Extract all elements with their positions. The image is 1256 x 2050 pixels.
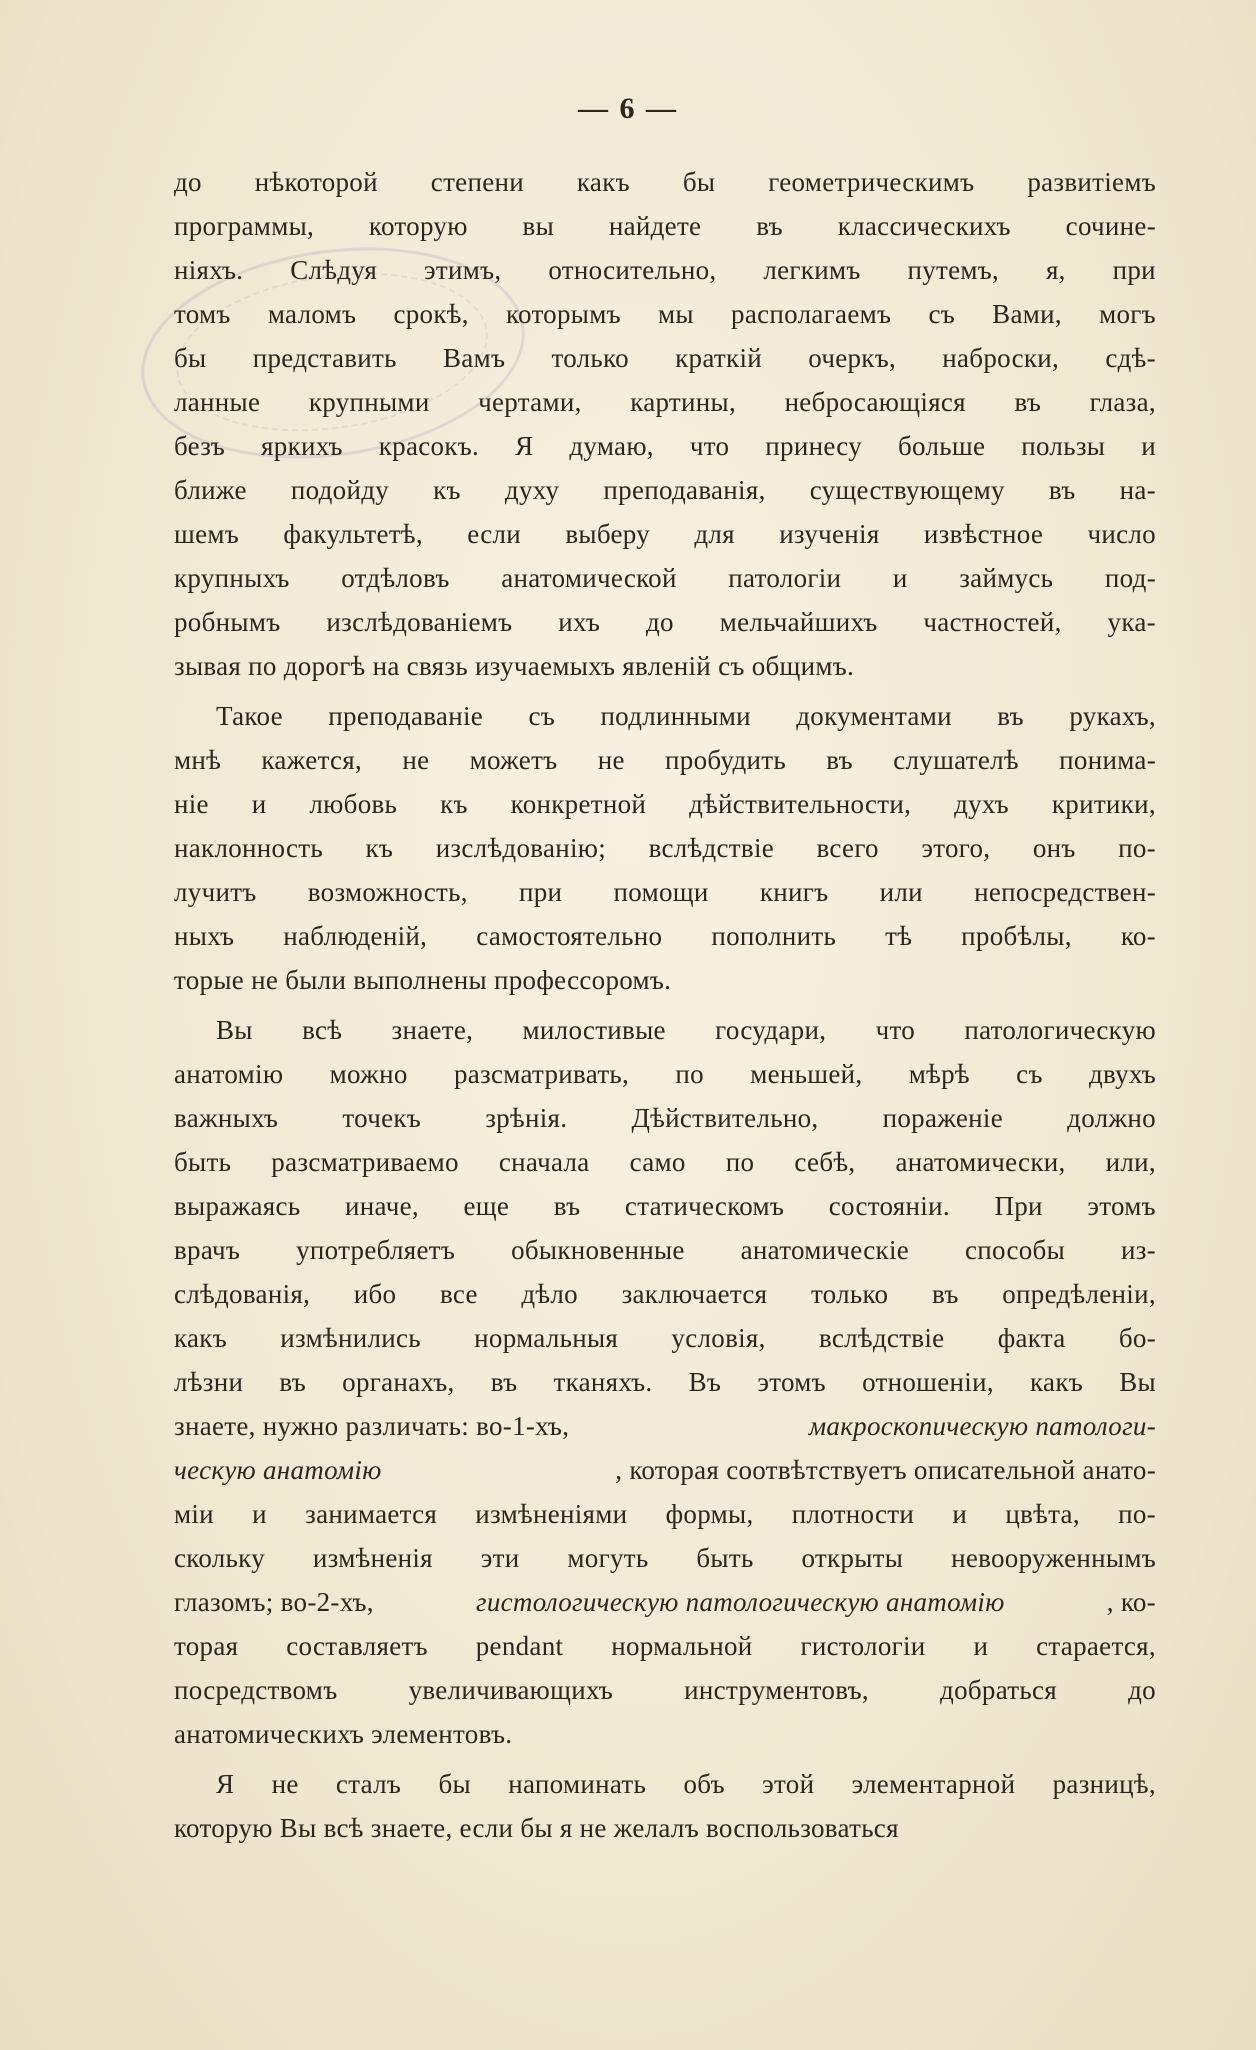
word: Вами, — [992, 299, 1062, 329]
word: опредѣленіи, — [1002, 1279, 1156, 1309]
word: безъ — [174, 431, 226, 461]
paragraph — [174, 160, 1156, 688]
word: выражаясь — [174, 1191, 301, 1221]
word: этомъ — [1087, 1191, 1156, 1221]
word: конкретной — [510, 789, 647, 819]
word: понима- — [1059, 745, 1156, 775]
word: ныхъ — [174, 921, 235, 951]
text-run: анатомическихъ элементовъ. — [174, 1719, 513, 1749]
word: больше — [898, 431, 986, 461]
word: яркихъ — [261, 431, 343, 461]
word: нѣкоторой — [254, 167, 378, 197]
word: классическихъ — [837, 211, 1011, 241]
word: Вы — [1119, 1367, 1156, 1397]
word: меньшей, — [750, 1059, 863, 1089]
word: зрѣнія. — [485, 1103, 568, 1133]
word: добраться — [940, 1675, 1058, 1705]
word: представить — [252, 343, 397, 373]
text-run: которую Вы всѣ знаете, если бы я не желалъ воспользоваться — [174, 1813, 899, 1843]
word: до — [174, 167, 202, 197]
word: всего — [816, 833, 879, 863]
word: составляетъ — [286, 1631, 428, 1661]
word: онъ — [1032, 833, 1076, 863]
word: скольку — [174, 1543, 265, 1573]
word: нормальной — [611, 1631, 753, 1661]
word: дѣло — [521, 1279, 578, 1309]
word: факта — [997, 1323, 1066, 1353]
text-line — [174, 1316, 1156, 1360]
text-run: торые не были выполнены профессоромъ. — [174, 965, 672, 995]
word: если — [467, 519, 522, 549]
word: и — [1141, 431, 1156, 461]
word: существующему — [809, 475, 1005, 505]
word: Я — [515, 431, 534, 461]
word: Вы — [216, 1015, 253, 1045]
word: пользы — [1021, 431, 1106, 461]
word: до — [1128, 1675, 1156, 1705]
word: къ — [433, 475, 461, 505]
word: точекъ — [342, 1103, 422, 1133]
word: органахъ, — [342, 1367, 455, 1397]
word: сдѣ- — [1105, 343, 1156, 373]
word: въ — [1014, 387, 1042, 417]
text-line — [174, 1228, 1156, 1272]
body-text — [174, 160, 1156, 1850]
italic-text: макроскопическую патологи- — [808, 1411, 1156, 1441]
word: крупныхъ — [174, 563, 290, 593]
word: которую — [368, 211, 468, 241]
word: могъ — [1099, 299, 1156, 329]
text-line — [174, 1360, 1156, 1404]
word: состояніи. — [828, 1191, 950, 1221]
word: эти — [480, 1543, 520, 1573]
word: помощи — [613, 877, 709, 907]
word: что — [689, 431, 730, 461]
word: условія, — [671, 1323, 766, 1353]
word: этого, — [921, 833, 991, 863]
text-line — [174, 1008, 1156, 1052]
word: въ — [553, 1191, 581, 1221]
text-line — [174, 1624, 1156, 1668]
word: наброски, — [942, 343, 1060, 373]
word: при — [1112, 255, 1156, 285]
word: изслѣдованіемъ — [326, 607, 513, 637]
word: по- — [1118, 833, 1156, 863]
word: въ — [756, 211, 783, 241]
word: не — [597, 745, 625, 775]
word: шемъ — [174, 519, 240, 549]
word: извѣстное — [923, 519, 1044, 549]
word: сталъ — [335, 1769, 402, 1799]
text-line — [174, 600, 1156, 644]
text-line — [174, 826, 1156, 870]
word: важныхъ — [174, 1103, 279, 1133]
word: очеркъ, — [808, 343, 897, 373]
word: глаза, — [1089, 387, 1156, 417]
word: красокъ. — [378, 431, 480, 461]
word: еще — [463, 1191, 510, 1221]
text-run: глазомъ; во-2-хъ, — [174, 1587, 374, 1617]
word: отдѣловъ — [341, 563, 450, 593]
word: мѣрѣ — [908, 1059, 970, 1089]
word: При — [994, 1191, 1043, 1221]
word: лѣзни — [174, 1367, 244, 1397]
word: пополнить — [711, 921, 837, 951]
word: ближе — [174, 475, 247, 505]
word: по- — [1118, 1499, 1156, 1529]
word: Слѣдуя — [290, 255, 378, 285]
word: наблюденій, — [283, 921, 428, 951]
text-run: , ко- — [1106, 1587, 1156, 1617]
word: ко- — [1120, 921, 1156, 951]
word: патологическую — [964, 1015, 1156, 1045]
word: бы — [174, 343, 207, 373]
text-line — [174, 292, 1156, 336]
word: само — [629, 1147, 686, 1177]
word: вслѣдствіе — [818, 1323, 945, 1353]
word: анатомію — [174, 1059, 284, 1089]
text-line — [174, 958, 1156, 1002]
word: относительно, — [548, 255, 717, 285]
text-run: знаете, нужно различать: во-1-хъ, — [174, 1411, 570, 1441]
text-line — [174, 204, 1156, 248]
word: анатомической — [501, 563, 677, 593]
word: заключается — [621, 1279, 768, 1309]
text-line — [174, 644, 1156, 688]
text-run: , которая соотвѣтствуетъ описательной анато- — [615, 1455, 1156, 1485]
word: я, — [1045, 255, 1066, 285]
word: которымъ — [505, 299, 621, 329]
word: невооруженнымъ — [951, 1543, 1156, 1573]
word: краткій — [675, 343, 762, 373]
word: духу — [504, 475, 560, 505]
paragraph — [174, 1762, 1156, 1850]
word: міи — [174, 1499, 214, 1529]
word: пробѣлы, — [961, 921, 1072, 951]
text-line — [174, 248, 1156, 292]
word: въ — [279, 1367, 306, 1397]
word: быть — [174, 1147, 232, 1177]
word: рукахъ, — [1069, 701, 1156, 731]
word: объ — [683, 1769, 725, 1799]
italic-text: гистологическую патологическую анатомію — [475, 1587, 1005, 1617]
word: критики, — [1051, 789, 1156, 819]
word: государи, — [715, 1015, 827, 1045]
word: число — [1087, 519, 1156, 549]
word: и — [252, 1499, 267, 1529]
word: могуть — [567, 1543, 649, 1573]
word: какъ — [1030, 1367, 1084, 1397]
word: мнѣ — [174, 745, 222, 775]
word: преподаванія, — [603, 475, 766, 505]
word: робнымъ — [174, 607, 281, 637]
word: и — [892, 563, 908, 593]
word: любовь — [309, 789, 398, 819]
word: слушателѣ — [893, 745, 1019, 775]
word: увеличивающихъ — [408, 1675, 614, 1705]
word: можетъ — [469, 745, 558, 775]
word: при — [519, 877, 563, 907]
word: всѣ — [302, 1015, 343, 1045]
word: Дѣйствительно, — [631, 1103, 819, 1133]
word: старается, — [1036, 1631, 1156, 1661]
word: въ — [826, 745, 853, 775]
text-line — [174, 380, 1156, 424]
text-line — [174, 1052, 1156, 1096]
word: сначала — [498, 1147, 590, 1177]
word: возможность, — [307, 877, 468, 907]
text-line — [174, 556, 1156, 600]
word: бы — [682, 167, 716, 197]
word: легкимъ — [763, 255, 861, 285]
word: ніяхъ. — [174, 255, 244, 285]
word: или — [879, 877, 923, 907]
word: патологіи — [728, 563, 842, 593]
text-line — [174, 782, 1156, 826]
word: вы — [522, 211, 555, 241]
word: путемъ, — [907, 255, 1000, 285]
text-line — [174, 1492, 1156, 1536]
word: духъ — [954, 789, 1009, 819]
word: Такое — [216, 701, 283, 731]
text-line — [174, 1140, 1156, 1184]
text-line — [174, 1712, 1156, 1756]
word: формы, — [665, 1499, 754, 1529]
word: Я — [216, 1769, 235, 1799]
word: знаете, — [391, 1015, 474, 1045]
word: вслѣдствіе — [648, 833, 775, 863]
word: разсматриваемо — [271, 1147, 459, 1177]
word: томъ — [174, 299, 231, 329]
word: себѣ, — [794, 1147, 856, 1177]
word: открыты — [801, 1543, 904, 1573]
text-line — [174, 1184, 1156, 1228]
word: обыкновенные — [511, 1235, 685, 1265]
word: сочине- — [1065, 211, 1156, 241]
text-line — [174, 1536, 1156, 1580]
word: въ — [931, 1279, 959, 1309]
word: съ — [928, 299, 955, 329]
word: ніе — [174, 789, 209, 819]
word: или, — [1105, 1147, 1156, 1177]
page-number: — 6 — — [578, 92, 678, 125]
word: не — [271, 1769, 299, 1799]
text-line — [174, 512, 1156, 556]
word: мы — [658, 299, 694, 329]
word: измѣненія — [312, 1543, 433, 1573]
word: лучитъ — [174, 877, 257, 907]
word: должно — [1067, 1103, 1156, 1133]
text-line — [174, 1404, 1156, 1448]
word: бо- — [1118, 1323, 1156, 1353]
text-line — [174, 1668, 1156, 1712]
word: принесу — [765, 431, 863, 461]
word: въ — [997, 701, 1024, 731]
word: этимъ, — [424, 255, 502, 285]
word: ука- — [1107, 607, 1156, 637]
text-line — [174, 336, 1156, 380]
word: факультетѣ, — [283, 519, 423, 549]
word: напоминать — [508, 1769, 647, 1799]
text-line — [174, 468, 1156, 512]
word: гистологіи — [800, 1631, 926, 1661]
word: под- — [1104, 563, 1156, 593]
word: pendant — [475, 1631, 564, 1661]
word: анатомически, — [895, 1147, 1066, 1177]
word: тканяхъ. — [553, 1367, 653, 1397]
word: по — [725, 1147, 755, 1177]
text-line — [174, 160, 1156, 204]
word: займусь — [959, 563, 1054, 593]
word: срокѣ, — [393, 299, 469, 329]
word: степени — [430, 167, 524, 197]
word: измѣнились — [280, 1323, 421, 1353]
word: иначе, — [345, 1191, 419, 1221]
word: на- — [1119, 475, 1156, 505]
word: что — [875, 1015, 916, 1045]
word: милостивые — [522, 1015, 666, 1045]
text-line — [174, 914, 1156, 958]
word: и — [973, 1631, 989, 1661]
word: съ — [1016, 1059, 1043, 1089]
word: чертами, — [478, 387, 582, 417]
word: выберу — [565, 519, 651, 549]
word: Въ — [688, 1367, 722, 1397]
text-line — [174, 1762, 1156, 1806]
word: только — [810, 1279, 889, 1309]
word: до — [645, 607, 674, 637]
word: торая — [174, 1631, 239, 1661]
word: кажется, — [261, 745, 363, 775]
word: преподаваніе — [328, 701, 484, 731]
text-line — [174, 1272, 1156, 1316]
word: цвѣта, — [1005, 1499, 1080, 1529]
word: картины, — [630, 387, 737, 417]
word: программы, — [174, 211, 315, 241]
word: пораженіе — [882, 1103, 1003, 1133]
word: разницѣ, — [1052, 1769, 1156, 1799]
word: пробудить — [665, 745, 787, 775]
word: книгъ — [759, 877, 829, 907]
text-line — [174, 424, 1156, 468]
word: элементарной — [851, 1769, 1016, 1799]
word: съ — [528, 701, 556, 731]
word: двухъ — [1089, 1059, 1156, 1089]
word: подлинными — [600, 701, 751, 731]
word: только — [551, 343, 629, 373]
word: посредствомъ — [174, 1675, 338, 1705]
word: какъ — [576, 167, 630, 197]
paragraph — [174, 1008, 1156, 1756]
italic-text: ческую анатомію — [174, 1455, 382, 1485]
word: ихъ — [558, 607, 601, 637]
word: ибо — [353, 1279, 397, 1309]
word: занимается — [305, 1499, 438, 1529]
word: мельчайшихъ — [719, 607, 878, 637]
word: и — [952, 1499, 968, 1529]
word: отношеніи, — [862, 1367, 994, 1397]
word: небросающіяся — [784, 387, 966, 417]
text-line — [174, 1448, 1156, 1492]
text-line — [174, 738, 1156, 782]
word: плотности — [791, 1499, 915, 1529]
word: разсматривать, — [453, 1059, 630, 1089]
word: къ — [365, 833, 394, 863]
word: и — [251, 789, 267, 819]
text-line — [174, 694, 1156, 738]
word: все — [439, 1279, 478, 1309]
word: частностей, — [923, 607, 1062, 637]
word: нормальныя — [474, 1323, 619, 1353]
word: къ — [440, 789, 468, 819]
word: Вамъ — [442, 343, 506, 373]
word: документами — [796, 701, 952, 731]
word: какъ — [174, 1323, 227, 1353]
word: по — [675, 1059, 704, 1089]
word: непосредствен- — [974, 877, 1156, 907]
text-line — [174, 1096, 1156, 1140]
word: можно — [329, 1059, 408, 1089]
word: располагаемъ — [731, 299, 892, 329]
word: для — [694, 519, 735, 549]
word: ланные — [174, 387, 261, 417]
word: думаю, — [569, 431, 654, 461]
word: геометрическимъ — [768, 167, 975, 197]
word: этомъ — [757, 1367, 826, 1397]
text-line — [174, 1806, 1156, 1850]
word: развитіемъ — [1027, 167, 1156, 197]
word: маломъ — [267, 299, 357, 329]
word: въ — [490, 1367, 518, 1397]
word: бы — [438, 1769, 471, 1799]
word: употребляетъ — [296, 1235, 456, 1265]
text-run: зывая по дорогѣ на связь изучаемыхъ явленій съ общимъ. — [174, 651, 855, 681]
word: из- — [1120, 1235, 1156, 1265]
word: не — [402, 745, 430, 775]
word: слѣдованія, — [174, 1279, 311, 1309]
word: изученія — [779, 519, 880, 549]
word: врачъ — [174, 1235, 241, 1265]
word: подойду — [290, 475, 390, 505]
word: способы — [964, 1235, 1066, 1265]
word: крупными — [308, 387, 430, 417]
word: въ — [1048, 475, 1076, 505]
word: инструментовъ, — [684, 1675, 869, 1705]
word: найдете — [608, 211, 702, 241]
word: тѣ — [885, 921, 913, 951]
word: дѣйствительности, — [689, 789, 912, 819]
word: самостоятельно — [476, 921, 663, 951]
word: статическомъ — [624, 1191, 785, 1221]
text-line — [174, 870, 1156, 914]
word: анатомическіе — [740, 1235, 910, 1265]
paragraph — [174, 694, 1156, 1002]
word: этой — [762, 1769, 815, 1799]
text-line — [174, 1580, 1156, 1624]
word: измѣненіями — [475, 1499, 628, 1529]
word: наклонность — [174, 833, 323, 863]
word: изслѣдованію; — [435, 833, 607, 863]
word: быть — [696, 1543, 754, 1573]
